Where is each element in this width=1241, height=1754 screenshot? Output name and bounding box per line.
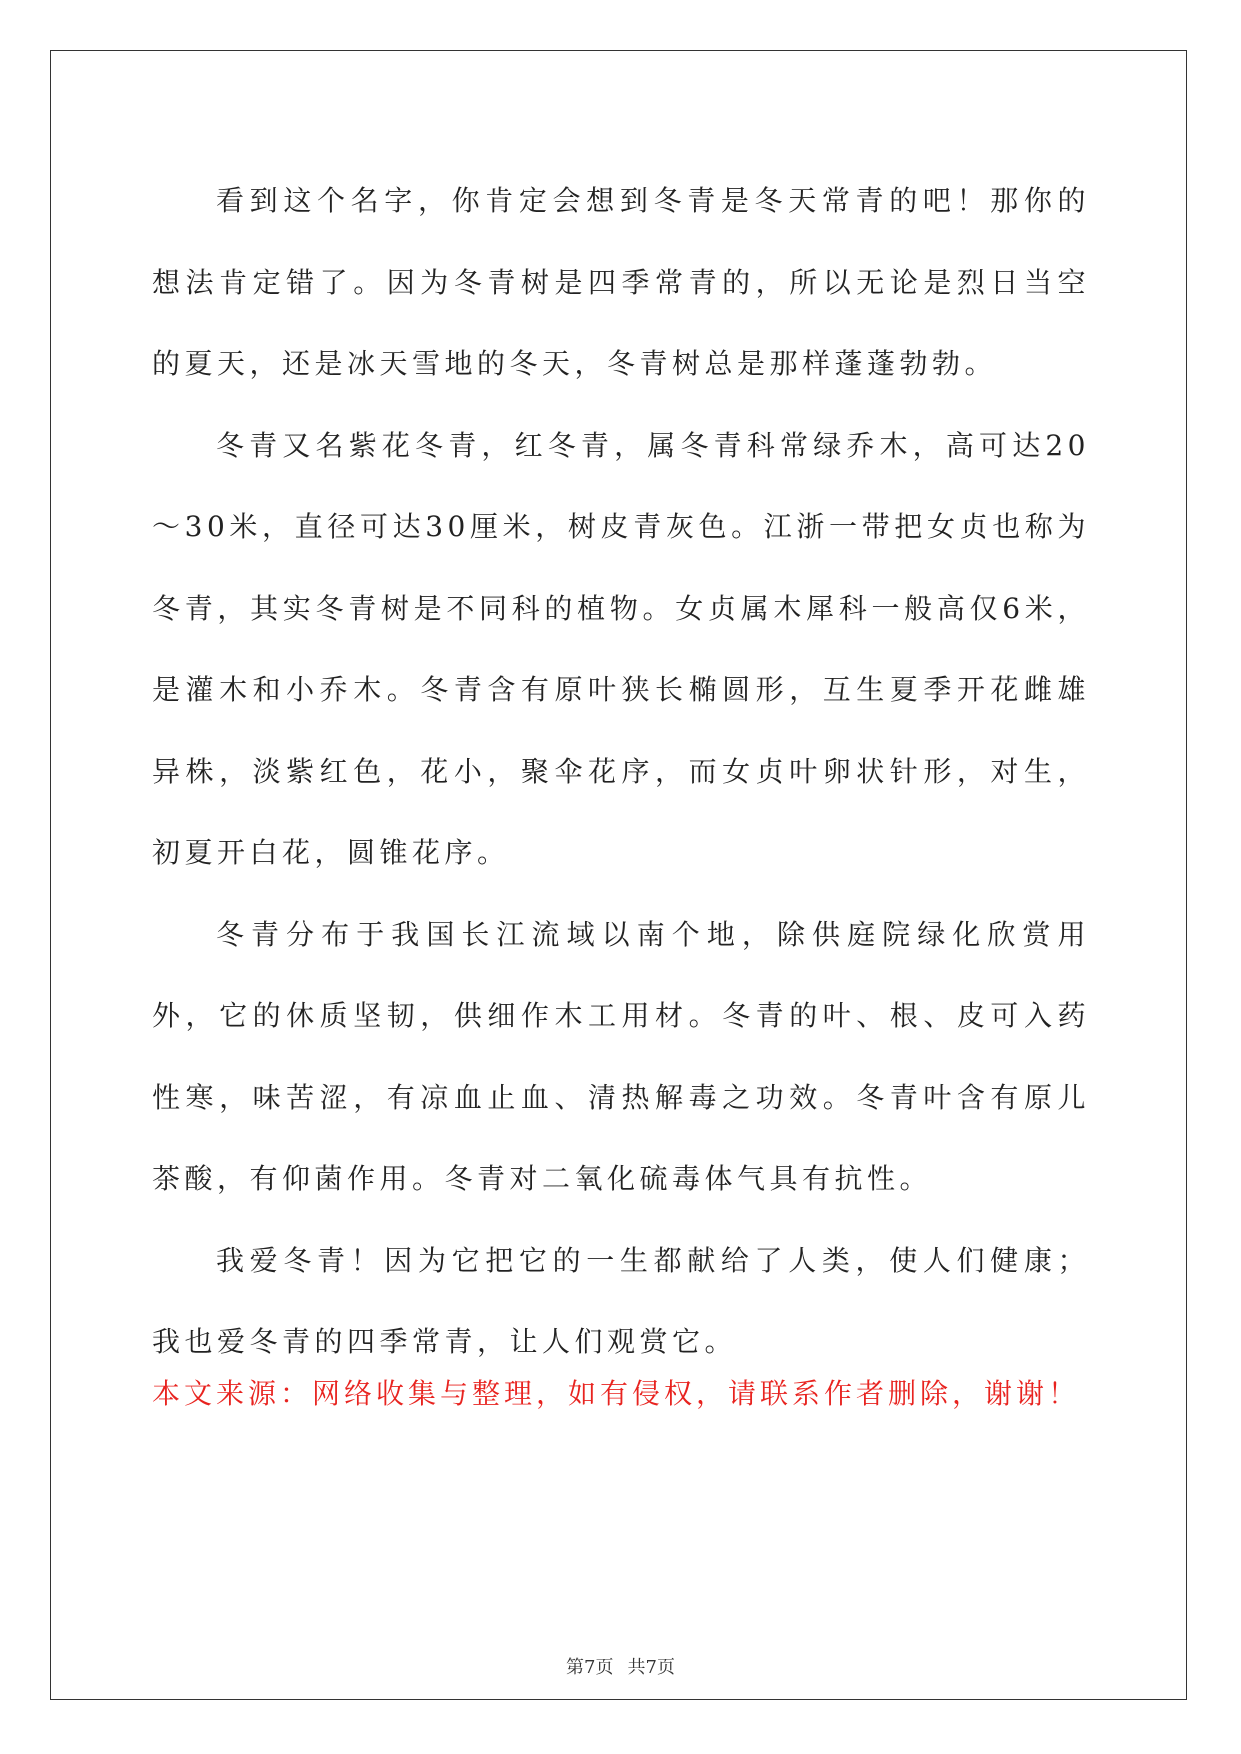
- paragraph-4: 我爱冬青！因为它把它的一生都献给了人类，使人们健康；我也爱冬青的四季常青，让人们观赏它。: [152, 1243, 1090, 1358]
- paragraph-3: 冬青分布于我国长江流域以南个地，除供庭院绿化欣赏用外，它的休质坚韧，供细作木工用材。冬青的叶、根、皮可入药性寒，味苦涩，有凉血止血、清热解毒之功效。冬青叶含有原儿茶酸，有仰菌作用。冬青对二氧化硫毒体气具有抗性。: [152, 917, 1090, 1195]
- page-footer: [0, 1653, 1241, 1679]
- paragraph-1: 看到这个名字，你肯定会想到冬青是冬天常青的吧！那你的想法肯定错了。因为冬青树是四季常青的，所以无论是烈日当空的夏天，还是冰天雪地的冬天，冬青树总是那样蓬蓬勃勃。: [152, 184, 1090, 380]
- document-body: [152, 160, 1090, 1383]
- page-number-total: 共7页: [627, 1657, 675, 1678]
- source-note: 本文来源：网络收集与整理，如有侵权，请联系作者删除，谢谢！: [152, 1377, 1081, 1410]
- paragraph-2: 冬青又名紫花冬青，红冬青，属冬青科常绿乔木，高可达20～30米，直径可达30厘米，树皮青灰色。江浙一带把女贞也称为冬青，其实冬青树是不同科的植物。女贞属木犀科一般高仅6米，是灌木和小乔木。冬青含有原叶狭长椭圆形，互生夏季开花雌雄异株，淡紫红色，花小，聚伞花序，而女贞叶卵状针形，对生，初夏开白花，圆锥花序。: [152, 428, 1090, 869]
- page-number-current: 第7页: [566, 1657, 614, 1678]
